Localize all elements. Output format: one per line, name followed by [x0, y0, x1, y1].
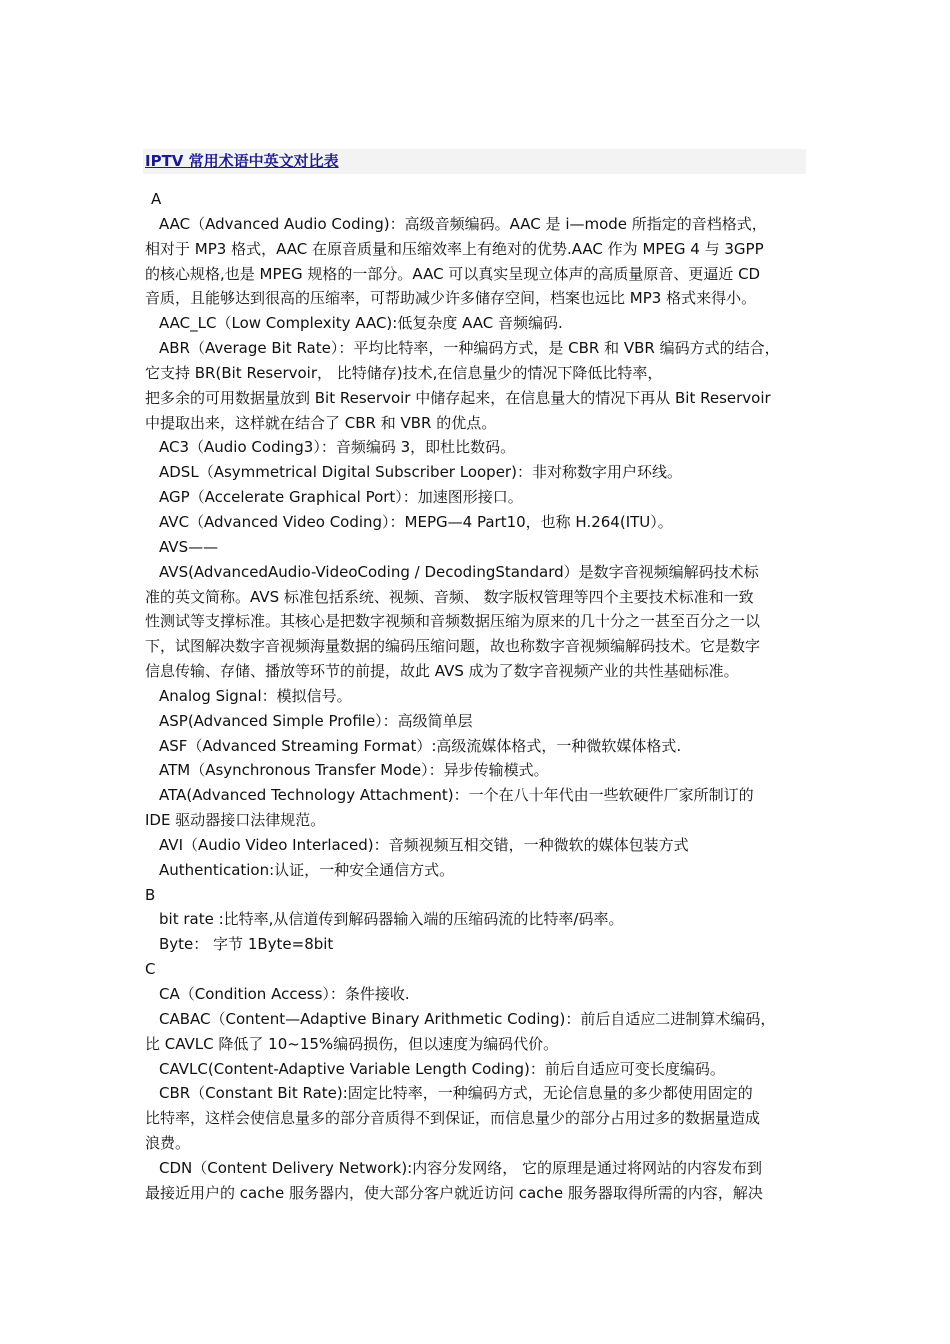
text-line: ASF（Advanced Streaming Format）:高级流媒体格式，一种微软媒体格式. — [159, 736, 682, 755]
text-line: 浪费。 — [145, 1134, 191, 1153]
text-line: 信息传输、存储、播放等环节的前提，故此 AVS 成为了数字音视频产业的共性基础标准。 — [145, 662, 739, 681]
text-line: 的核心规格,也是 MPEG 规格的一部分。AAC 可以真实呈现立体声的高质量原音、更逼近 CD — [145, 264, 761, 283]
text-line: 最接近用户的 cache 服务器内，使大部分客户就近访问 cache 服务器取得所需的内容，解决 — [145, 1183, 763, 1202]
text-line: ATM（Asynchronous Transfer Mode）：异步传输模式。 — [159, 761, 549, 780]
text-line: CAVLC(Content-Adaptive Variable Length Coding)：前后自适应可变长度编码。 — [159, 1059, 725, 1078]
text-line: 比 CAVLC 降低了 10~15%编码损伤，但以速度为编码代价。 — [145, 1034, 559, 1053]
text-line: bit rate :比特率,从信道传到解码器输入端的压缩码流的比特率/码率。 — [159, 910, 624, 929]
text-line: 性测试等支撑标准。其核心是把数字视频和音频数据压缩为原来的几十分之一甚至百分之一以 — [145, 612, 761, 631]
text-line: Authentication:认证，一种安全通信方式。 — [159, 860, 455, 879]
text-line: AAC（Advanced Audio Coding)：高级音频编码。AAC 是 i—mode 所指定的音档格式， — [159, 214, 767, 233]
text-line: ASP(Advanced Simple Profile）：高级简单层 — [159, 711, 473, 730]
text-line: AAC_LC（Low Complexity AAC):低复杂度 AAC 音频编码. — [159, 314, 563, 333]
text-line: CBR（Constant Bit Rate):固定比特率，一种编码方式，无论信息量的多少都使用固定的 — [159, 1084, 753, 1103]
text-line: AVC（Advanced Video Coding）：MEPG—4 Part10，也称 H.264(ITU）。 — [159, 512, 673, 531]
text-line: 音质，且能够达到很高的压缩率，可帮助减少许多储存空间，档案也远比 MP3 格式来得小。 — [145, 289, 757, 308]
text-line: 把多余的可用数据量放到 Bit Reservoir 中储存起来，在信息量大的情况下再从 Bit Reservoir — [145, 388, 771, 407]
text-line: 准的英文简称。AVS 标准包括系统、视频、音频、 数字版权管理等四个主要技术标准和一致 — [145, 587, 754, 606]
text-line: AGP（Accelerate Graphical Port）：加速图形接口。 — [159, 488, 523, 507]
text-line: CA（Condition Access）：条件接收. — [159, 985, 410, 1003]
text-line: C — [145, 960, 156, 979]
text-line: 下，试图解决数字音视频海量数据的编码压缩问题，故也称数字音视频编解码技术。它是数字 — [145, 637, 761, 656]
text-line: 比特率，这样会使信息量多的部分音质得不到保证，而信息量少的部分占用过多的数据量造成 — [145, 1109, 761, 1128]
document-title[interactable]: IPTV 常用术语中英文对比表 — [145, 152, 339, 170]
text-line: 中提取出来，这样就在结合了 CBR 和 VBR 的优点。 — [145, 413, 497, 432]
text-line: 相对于 MP3 格式，AAC 在原音质量和压缩效率上有绝对的优势.AAC 作为 MPEG 4 与 3GPP — [145, 239, 764, 258]
text-line: AVI（Audio Video Interlaced)：音频视频互相交错，一种微软的媒体包装方式 — [159, 835, 689, 854]
text-line: ADSL（Asymmetrical Digital Subscriber Looper)：非对称数字用户环线。 — [159, 463, 682, 482]
text-line: Analog Signal：模拟信号。 — [159, 686, 352, 705]
document-body — [145, 187, 815, 1206]
text-line: A — [151, 190, 162, 208]
text-line: AVS(AdvancedAudio-VideoCoding / DecodingStandard）是数字音视频编解码技术标 — [159, 562, 759, 581]
text-line: CABAC（Content—Adaptive Binary Arithmetic Coding)：前后自适应二进制算术编码， — [159, 1009, 776, 1028]
text-line: B — [145, 885, 156, 904]
text-line: Byte： 字节 1Byte=8bit — [159, 935, 334, 954]
text-line: ABR（Average Bit Rate）：平均比特率，一种编码方式，是 CBR 和 VBR 编码方式的结合， — [159, 339, 780, 358]
text-line: IDE 驱动器接口法律规范。 — [145, 811, 326, 830]
text-line: CDN（Content Delivery Network):内容分发网络， 它的原理是通过将网站的内容发布到 — [159, 1158, 763, 1177]
text-line: AC3（Audio Coding3）：音频编码 3，即杜比数码。 — [159, 438, 516, 457]
text-line: 它支持 BR(Bit Reservoir， 比特储存)技术,在信息量少的情况下降低比特率， — [145, 363, 663, 382]
text-line: AVS—— — [159, 537, 219, 556]
text-line: ATA(Advanced Technology Attachment)：一个在八十年代由一些软硬件厂家所制订的 — [159, 786, 754, 805]
